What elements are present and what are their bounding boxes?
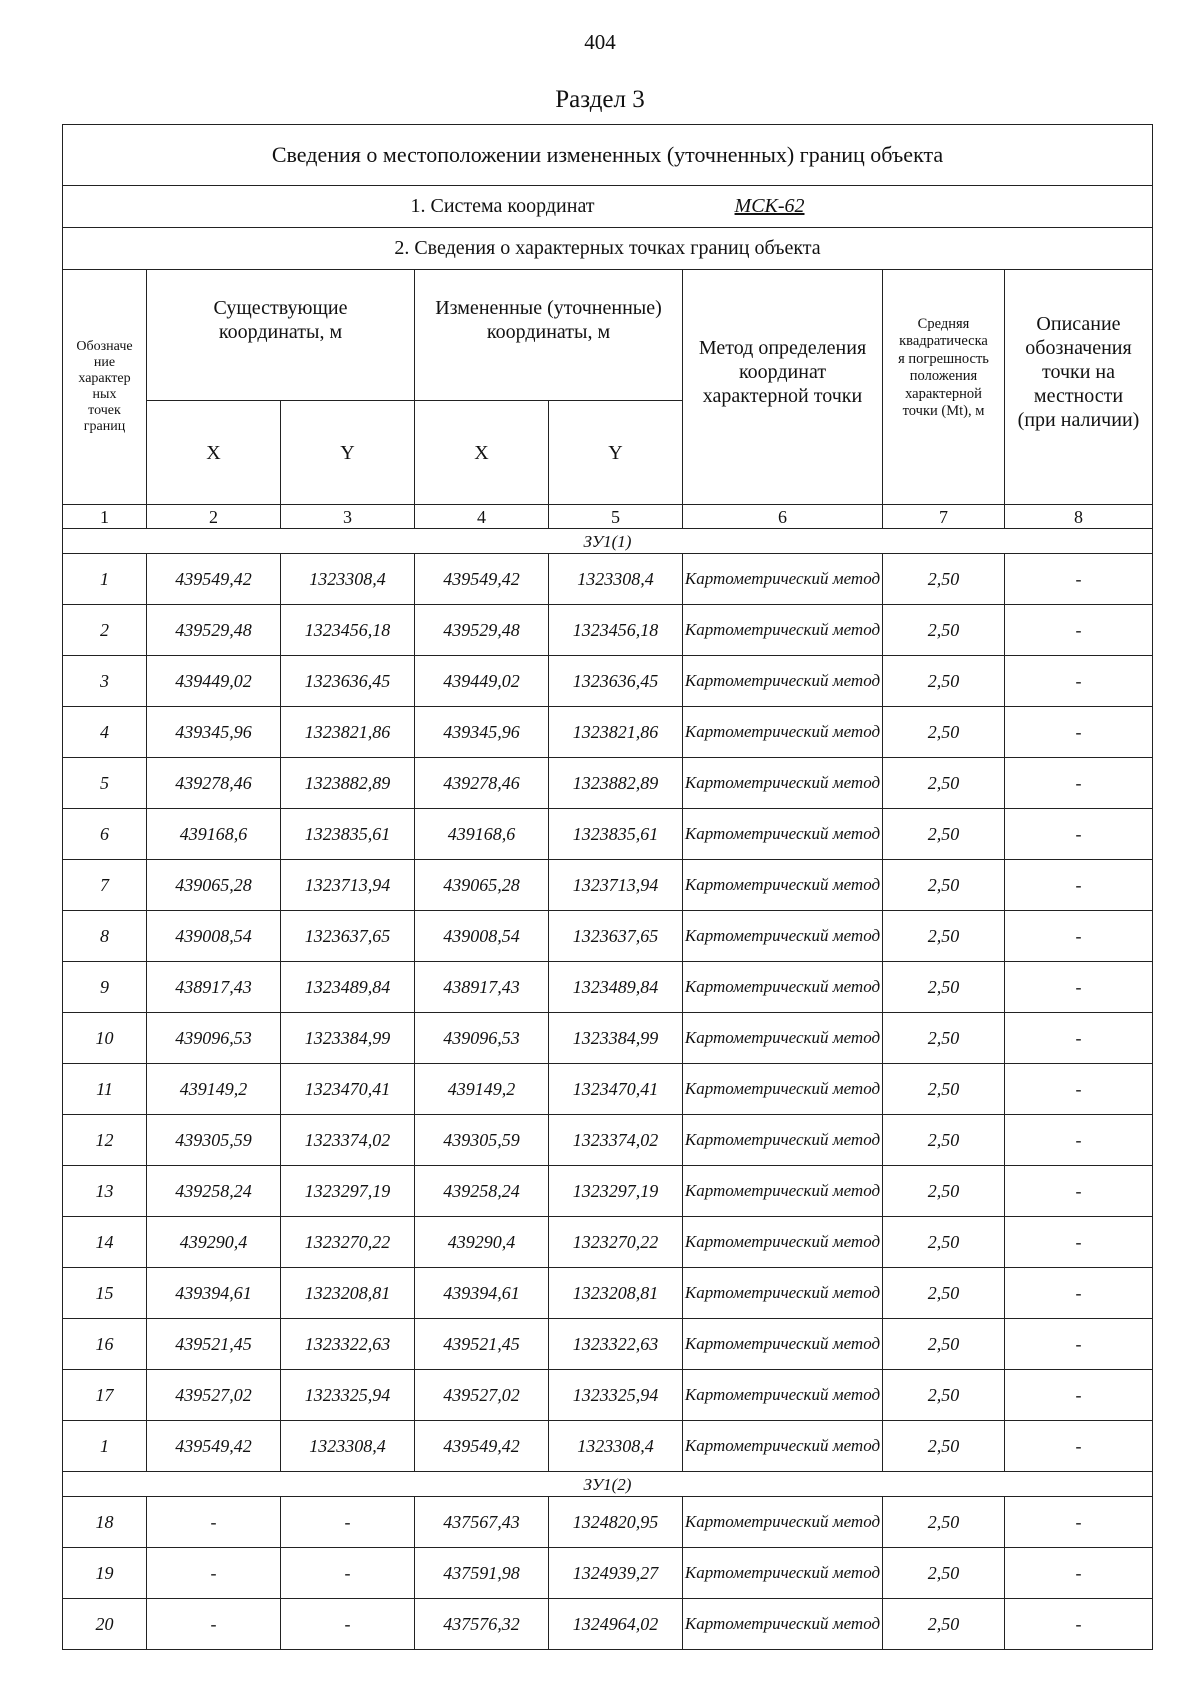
rmse-cell: 2,50: [883, 656, 1005, 707]
existing-x-cell: 439521,45: [147, 1319, 281, 1370]
changed-y-cell: 1323835,61: [549, 809, 683, 860]
existing-x-cell: -: [147, 1599, 281, 1650]
rmse-cell: 2,50: [883, 554, 1005, 605]
point-number-cell: 17: [63, 1370, 147, 1421]
point-number-cell: 9: [63, 962, 147, 1013]
column-number: 6: [683, 505, 883, 529]
description-cell: -: [1005, 1268, 1153, 1319]
table-caption: Сведения о местоположении измененных (уточненных) границ объекта: [63, 125, 1153, 186]
description-cell: -: [1005, 1599, 1153, 1650]
method-cell: [683, 554, 883, 605]
method-cell: [683, 1064, 883, 1115]
point-number-cell: 4: [63, 707, 147, 758]
table-row: [63, 1115, 1153, 1166]
changed-x-cell: 439290,4: [415, 1217, 549, 1268]
changed-y-cell: 1323270,22: [549, 1217, 683, 1268]
point-number-cell: 6: [63, 809, 147, 860]
existing-x-cell: 439149,2: [147, 1064, 281, 1115]
existing-x-cell: 439096,53: [147, 1013, 281, 1064]
header-existing-x: X: [147, 401, 281, 505]
point-number-cell: 8: [63, 911, 147, 962]
existing-y-cell: 1323325,94: [281, 1370, 415, 1421]
table-row: [63, 1319, 1153, 1370]
method-text: Картометрический метод: [684, 671, 881, 691]
changed-y-cell: 1323322,63: [549, 1319, 683, 1370]
existing-x-cell: 439258,24: [147, 1166, 281, 1217]
rmse-cell: 2,50: [883, 1599, 1005, 1650]
changed-x-cell: 439305,59: [415, 1115, 549, 1166]
table-row: [63, 605, 1153, 656]
existing-x-cell: 439549,42: [147, 554, 281, 605]
rmse-cell: 2,50: [883, 1166, 1005, 1217]
existing-x-cell: 439008,54: [147, 911, 281, 962]
description-cell: -: [1005, 1166, 1153, 1217]
point-number-cell: 13: [63, 1166, 147, 1217]
existing-y-cell: 1323713,94: [281, 860, 415, 911]
description-cell: -: [1005, 809, 1153, 860]
existing-x-cell: 439278,46: [147, 758, 281, 809]
method-cell: [683, 962, 883, 1013]
header-rmse: Средняя квадратическа я погрешность положения характерной точки (Mt), м: [883, 270, 1005, 505]
point-number-cell: 11: [63, 1064, 147, 1115]
rmse-cell: 2,50: [883, 911, 1005, 962]
method-text: Картометрический метод: [684, 620, 881, 640]
method-text: Картометрический метод: [684, 569, 881, 589]
method-cell: [683, 1548, 883, 1599]
changed-y-cell: 1323489,84: [549, 962, 683, 1013]
method-text: Картометрический метод: [684, 977, 881, 997]
rmse-cell: 2,50: [883, 1115, 1005, 1166]
header-changed-y: Y: [549, 401, 683, 505]
method-cell: [683, 1115, 883, 1166]
changed-y-cell: 1323325,94: [549, 1370, 683, 1421]
changed-x-cell: 439449,02: [415, 656, 549, 707]
method-text: Картометрический метод: [684, 773, 881, 793]
existing-y-cell: 1323384,99: [281, 1013, 415, 1064]
group-row: [63, 1472, 1153, 1497]
point-number-cell: 3: [63, 656, 147, 707]
existing-y-cell: 1323456,18: [281, 605, 415, 656]
group-label: ЗУ1(1): [63, 529, 1153, 554]
point-number-cell: 5: [63, 758, 147, 809]
description-cell: -: [1005, 707, 1153, 758]
table-row: [63, 1421, 1153, 1472]
changed-y-cell: 1323384,99: [549, 1013, 683, 1064]
changed-y-cell: 1323821,86: [549, 707, 683, 758]
column-number: 1: [63, 505, 147, 529]
changed-x-cell: 439549,42: [415, 554, 549, 605]
changed-y-cell: 1324964,02: [549, 1599, 683, 1650]
description-cell: -: [1005, 656, 1153, 707]
existing-x-cell: 439529,48: [147, 605, 281, 656]
method-text: Картометрический метод: [684, 1079, 881, 1099]
changed-y-cell: 1323636,45: [549, 656, 683, 707]
description-cell: -: [1005, 860, 1153, 911]
changed-x-cell: 439008,54: [415, 911, 549, 962]
point-number-cell: 2: [63, 605, 147, 656]
existing-x-cell: 439290,4: [147, 1217, 281, 1268]
method-cell: [683, 1599, 883, 1650]
points-section-label: 2. Сведения о характерных точках границ объекта: [63, 228, 1153, 270]
rmse-cell: 2,50: [883, 1217, 1005, 1268]
changed-y-cell: 1323374,02: [549, 1115, 683, 1166]
method-cell: [683, 605, 883, 656]
existing-y-cell: -: [281, 1599, 415, 1650]
existing-x-cell: 439305,59: [147, 1115, 281, 1166]
changed-x-cell: 439345,96: [415, 707, 549, 758]
point-number-cell: 20: [63, 1599, 147, 1650]
existing-y-cell: 1323637,65: [281, 911, 415, 962]
method-cell: [683, 656, 883, 707]
column-number: 4: [415, 505, 549, 529]
changed-x-cell: 439394,61: [415, 1268, 549, 1319]
method-cell: [683, 1497, 883, 1548]
method-text: Картометрический метод: [684, 1232, 881, 1252]
description-cell: -: [1005, 1115, 1153, 1166]
changed-x-cell: 439529,48: [415, 605, 549, 656]
rmse-cell: 2,50: [883, 1421, 1005, 1472]
existing-x-cell: 439549,42: [147, 1421, 281, 1472]
column-number: 3: [281, 505, 415, 529]
method-cell: [683, 1421, 883, 1472]
header-existing-coords: Существующие координаты, м: [147, 270, 415, 401]
changed-x-cell: 439168,6: [415, 809, 549, 860]
changed-x-cell: 439065,28: [415, 860, 549, 911]
table-row: [63, 656, 1153, 707]
description-cell: -: [1005, 1013, 1153, 1064]
description-cell: -: [1005, 1548, 1153, 1599]
table-row: [63, 962, 1153, 1013]
point-number-cell: 1: [63, 554, 147, 605]
changed-x-cell: 439258,24: [415, 1166, 549, 1217]
point-number-cell: 7: [63, 860, 147, 911]
method-text: Картометрический метод: [684, 926, 881, 946]
rmse-cell: 2,50: [883, 707, 1005, 758]
method-text: Картометрический метод: [684, 1334, 881, 1354]
table-row: [63, 1370, 1153, 1421]
changed-y-cell: 1324820,95: [549, 1497, 683, 1548]
rmse-cell: 2,50: [883, 758, 1005, 809]
existing-y-cell: 1323374,02: [281, 1115, 415, 1166]
changed-x-cell: 439549,42: [415, 1421, 549, 1472]
existing-y-cell: -: [281, 1497, 415, 1548]
table-row: [63, 1599, 1153, 1650]
rmse-cell: 2,50: [883, 1319, 1005, 1370]
existing-y-cell: 1323489,84: [281, 962, 415, 1013]
page-number: 404: [584, 30, 616, 54]
rmse-cell: 2,50: [883, 1497, 1005, 1548]
rmse-cell: 2,50: [883, 1013, 1005, 1064]
rmse-cell: 2,50: [883, 1268, 1005, 1319]
changed-y-cell: 1324939,27: [549, 1548, 683, 1599]
method-text: Картометрический метод: [684, 1512, 881, 1532]
header-point-designation: Обозначе ние характер ных точек границ: [63, 270, 147, 505]
existing-y-cell: 1323322,63: [281, 1319, 415, 1370]
changed-y-cell: 1323470,41: [549, 1064, 683, 1115]
group-label: ЗУ1(2): [63, 1472, 1153, 1497]
method-cell: [683, 1217, 883, 1268]
method-text: Картометрический метод: [684, 1283, 881, 1303]
existing-y-cell: 1323470,41: [281, 1064, 415, 1115]
existing-y-cell: 1323835,61: [281, 809, 415, 860]
changed-x-cell: 439521,45: [415, 1319, 549, 1370]
boundary-points-table: [62, 124, 1153, 1650]
method-cell: [683, 1268, 883, 1319]
method-cell: [683, 860, 883, 911]
rmse-cell: 2,50: [883, 860, 1005, 911]
column-number: 8: [1005, 505, 1153, 529]
existing-y-cell: -: [281, 1548, 415, 1599]
existing-x-cell: 439168,6: [147, 809, 281, 860]
existing-y-cell: 1323270,22: [281, 1217, 415, 1268]
existing-y-cell: 1323882,89: [281, 758, 415, 809]
coordinate-system-value: МСК-62: [734, 195, 805, 217]
table-row: [63, 1497, 1153, 1548]
method-cell: [683, 911, 883, 962]
existing-y-cell: 1323636,45: [281, 656, 415, 707]
point-number-cell: 16: [63, 1319, 147, 1370]
existing-y-cell: 1323821,86: [281, 707, 415, 758]
method-cell: [683, 1013, 883, 1064]
rmse-cell: 2,50: [883, 1064, 1005, 1115]
changed-y-cell: 1323637,65: [549, 911, 683, 962]
method-text: Картометрический метод: [684, 1385, 881, 1405]
description-cell: -: [1005, 758, 1153, 809]
column-number: 5: [549, 505, 683, 529]
table-row: [63, 554, 1153, 605]
table-row: [63, 1268, 1153, 1319]
changed-y-cell: 1323713,94: [549, 860, 683, 911]
existing-x-cell: 439394,61: [147, 1268, 281, 1319]
description-cell: -: [1005, 554, 1153, 605]
table-row: [63, 707, 1153, 758]
description-cell: -: [1005, 605, 1153, 656]
point-number-cell: 1: [63, 1421, 147, 1472]
table-row: [63, 1013, 1153, 1064]
existing-x-cell: -: [147, 1497, 281, 1548]
method-text: Картометрический метод: [684, 1028, 881, 1048]
coordinate-system-row: [63, 186, 1153, 228]
changed-x-cell: 437567,43: [415, 1497, 549, 1548]
header-method: Метод определения координат характерной точки: [683, 270, 883, 505]
section-title: Раздел 3: [555, 86, 645, 113]
changed-y-cell: 1323456,18: [549, 605, 683, 656]
method-text: Картометрический метод: [684, 1130, 881, 1150]
existing-x-cell: -: [147, 1548, 281, 1599]
point-number-cell: 18: [63, 1497, 147, 1548]
changed-x-cell: 439149,2: [415, 1064, 549, 1115]
method-text: Картометрический метод: [684, 1181, 881, 1201]
changed-y-cell: 1323882,89: [549, 758, 683, 809]
method-text: Картометрический метод: [684, 1614, 881, 1634]
point-number-cell: 10: [63, 1013, 147, 1064]
method-cell: [683, 758, 883, 809]
table-row: [63, 758, 1153, 809]
existing-x-cell: 438917,43: [147, 962, 281, 1013]
description-cell: -: [1005, 962, 1153, 1013]
rmse-cell: 2,50: [883, 962, 1005, 1013]
existing-x-cell: 439527,02: [147, 1370, 281, 1421]
method-text: Картометрический метод: [684, 722, 881, 742]
table-row: [63, 911, 1153, 962]
header-description: Описание обозначения точки на местности (при наличии): [1005, 270, 1153, 505]
method-cell: [683, 809, 883, 860]
changed-y-cell: 1323297,19: [549, 1166, 683, 1217]
group-row: [63, 529, 1153, 554]
rmse-cell: 2,50: [883, 1370, 1005, 1421]
point-number-cell: 19: [63, 1548, 147, 1599]
existing-y-cell: 1323308,4: [281, 1421, 415, 1472]
table-row: [63, 1166, 1153, 1217]
description-cell: -: [1005, 1497, 1153, 1548]
table-row: [63, 1217, 1153, 1268]
description-cell: -: [1005, 1217, 1153, 1268]
column-number: 7: [883, 505, 1005, 529]
changed-y-cell: 1323308,4: [549, 1421, 683, 1472]
existing-x-cell: 439065,28: [147, 860, 281, 911]
description-cell: -: [1005, 911, 1153, 962]
point-number-cell: 14: [63, 1217, 147, 1268]
method-cell: [683, 1370, 883, 1421]
method-text: Картометрический метод: [684, 875, 881, 895]
existing-x-cell: 439449,02: [147, 656, 281, 707]
method-cell: [683, 1319, 883, 1370]
existing-y-cell: 1323308,4: [281, 554, 415, 605]
changed-x-cell: 439527,02: [415, 1370, 549, 1421]
rmse-cell: 2,50: [883, 605, 1005, 656]
changed-y-cell: 1323208,81: [549, 1268, 683, 1319]
coordinate-system-label: 1. Система координат: [410, 195, 595, 217]
description-cell: -: [1005, 1370, 1153, 1421]
point-number-cell: 15: [63, 1268, 147, 1319]
method-text: Картометрический метод: [684, 1436, 881, 1456]
table-row: [63, 809, 1153, 860]
rmse-cell: 2,50: [883, 1548, 1005, 1599]
changed-x-cell: 438917,43: [415, 962, 549, 1013]
table-row: [63, 1064, 1153, 1115]
description-cell: -: [1005, 1421, 1153, 1472]
header-changed-coords: Измененные (уточненные) координаты, м: [415, 270, 683, 401]
changed-x-cell: 437576,32: [415, 1599, 549, 1650]
existing-y-cell: 1323208,81: [281, 1268, 415, 1319]
method-text: Картометрический метод: [684, 824, 881, 844]
description-cell: -: [1005, 1064, 1153, 1115]
existing-x-cell: 439345,96: [147, 707, 281, 758]
existing-y-cell: 1323297,19: [281, 1166, 415, 1217]
method-text: Картометрический метод: [684, 1563, 881, 1583]
table-row: [63, 1548, 1153, 1599]
column-numbers-row: [63, 505, 1153, 529]
changed-y-cell: 1323308,4: [549, 554, 683, 605]
table-row: [63, 860, 1153, 911]
method-cell: [683, 707, 883, 758]
point-number-cell: 12: [63, 1115, 147, 1166]
column-number: 2: [147, 505, 281, 529]
description-cell: -: [1005, 1319, 1153, 1370]
rmse-cell: 2,50: [883, 809, 1005, 860]
changed-x-cell: 439096,53: [415, 1013, 549, 1064]
changed-x-cell: 439278,46: [415, 758, 549, 809]
method-cell: [683, 1166, 883, 1217]
changed-x-cell: 437591,98: [415, 1548, 549, 1599]
header-changed-x: X: [415, 401, 549, 505]
header-existing-y: Y: [281, 401, 415, 505]
